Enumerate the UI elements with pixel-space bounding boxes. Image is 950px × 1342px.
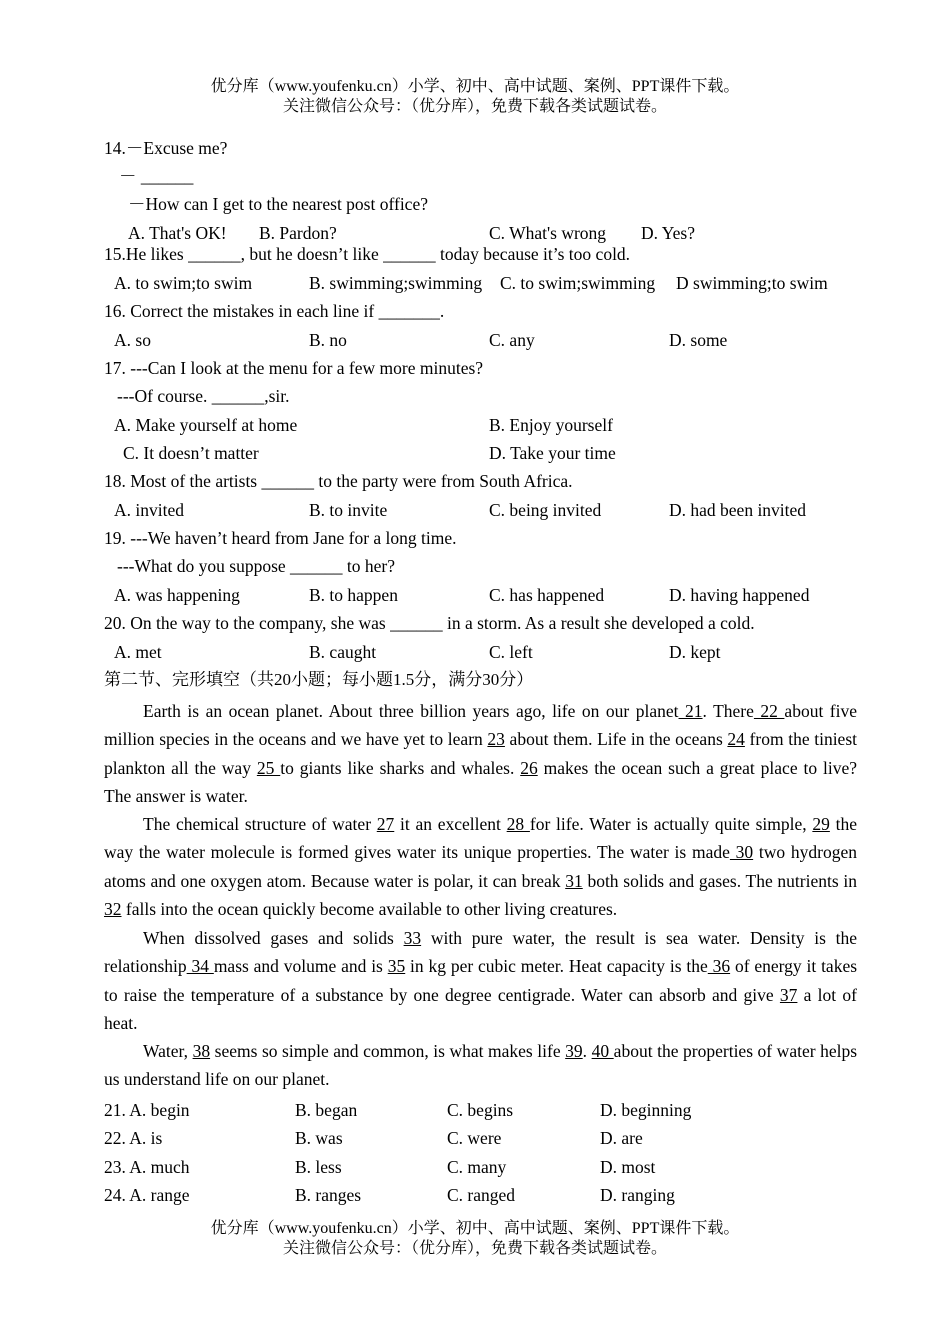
question-16-stem: 16. Correct the mistakes in each line if _______. [104, 301, 445, 321]
question-20-option-b: B. caught [309, 642, 377, 662]
question-14-option-a: A. That's OK! [128, 223, 227, 243]
question-17-option-b: B. Enjoy yourself [489, 415, 613, 435]
question-14-option-c: C. What's wrong [489, 223, 607, 243]
question-14-option-b: B. Pardon? [259, 223, 337, 243]
question-17-option-d: D. Take your time [489, 443, 616, 463]
page-header-line1: 优分库（www.youfenku.cn）小学、初中、高中试题、案例、PPT课件下载。 [210, 78, 740, 95]
cloze-option-d: D. beginning [600, 1100, 692, 1120]
cloze-option-d: D. are [600, 1128, 643, 1148]
question-18-stem: 18. Most of the artists ______ to the party were from South Africa. [104, 471, 573, 491]
question-15-option-d: D swimming;to swim [676, 273, 828, 293]
cloze-option-c: C. were [447, 1128, 502, 1148]
passage-paragraph: The chemical structure of water 27 it an excellent 28 for life. Water is actually quite simple, 29 the way the water molecule is formed gives water its unique properties. The water is made 30 two hydrogen atoms and one oxygen atom. Because water is polar, it can break 31 both solids and gases. The nutrients in 32 falls into the ocean quickly become available to other living creatures. [104, 814, 858, 920]
cloze-option-a: 22. A. is [104, 1128, 163, 1148]
question-20-option-d: D. kept [669, 642, 721, 662]
page-header-line2: 关注微信公众号：（优分库），免费下载各类试题试卷。 [282, 98, 667, 115]
question-15-option-c: C. to swim;swimming [500, 273, 656, 293]
cloze-option-a: 21. A. begin [104, 1100, 190, 1120]
cloze-option-b: B. less [295, 1157, 342, 1177]
cloze-option-a: 23. A. much [104, 1157, 190, 1177]
question-17-dialog-line: ---Of course. ______,sir. [117, 386, 290, 406]
question-18-option-b: B. to invite [309, 500, 388, 520]
passage-paragraph: Water, 38 seems so simple and common, is what makes life 39. 40 about the properties of water helps us understand life on our planet. [104, 1041, 858, 1090]
question-14-dialog-line: －How can I get to the nearest post office? [128, 194, 428, 214]
question-16-option-c: C. any [489, 330, 535, 350]
passage-paragraph: Earth is an ocean planet. About three billion years ago, life on our planet 21. There 22 about five million species in the oceans and we have yet to learn 23 about them. Life in the oceans 24 from the tiniest plankton all the way 25 to giants like sharks and whales. 26 makes the ocean such a great place to live? The answer is water. [104, 701, 858, 807]
question-20-stem: 20. On the way to the company, she was ______ in a storm. As a result she developed a cold. [104, 613, 755, 633]
question-18-option-a: A. invited [114, 500, 184, 520]
question-20-option-a: A. met [114, 642, 162, 662]
question-19-option-a: A. was happening [114, 585, 240, 605]
question-16-option-a: A. so [114, 330, 151, 350]
section-title: 第二节、完形填空（共20小题；每小题1.5分，满分30分） [104, 670, 534, 689]
question-18-option-d: D. had been invited [669, 500, 807, 520]
cloze-option-c: C. begins [447, 1100, 514, 1120]
question-14-dialog-line: － ______ [119, 166, 194, 186]
cloze-option-d: D. most [600, 1157, 656, 1177]
question-14-stem: 14.－Excuse me? [104, 138, 228, 158]
cloze-option-d: D. ranging [600, 1185, 675, 1205]
cloze-option-a: 24. A. range [104, 1185, 190, 1205]
question-16-option-d: D. some [669, 330, 728, 350]
question-18-option-c: C. being invited [489, 500, 602, 520]
question-14-option-d: D. Yes? [641, 223, 695, 243]
cloze-option-b: B. ranges [295, 1185, 362, 1205]
question-19-option-b: B. to happen [309, 585, 398, 605]
passage-paragraph: When dissolved gases and solids 33 with pure water, the result is sea water. Density is the relationship 34 mass and volume and is 35 in kg per cubic meter. Heat capacity is the 36 of energy it takes to raise the temperature of a substance by one degree centigrade. Water can absorb and give 37 a lot of heat. [104, 928, 858, 1034]
cloze-option-b: B. began [295, 1100, 358, 1120]
cloze-option-b: B. was [295, 1128, 343, 1148]
question-19-dialog-line: ---What do you suppose ______ to her? [117, 556, 395, 576]
question-20-option-c: C. left [489, 642, 533, 662]
question-15-option-a: A. to swim;to swim [114, 273, 253, 293]
question-15-option-b: B. swimming;swimming [309, 273, 483, 293]
question-16-option-b: B. no [309, 330, 347, 350]
question-17-option-a: A. Make yourself at home [114, 415, 298, 435]
page-footer-line1: 优分库（www.youfenku.cn）小学、初中、高中试题、案例、PPT课件下载。 [210, 1220, 740, 1237]
page-footer-line2: 关注微信公众号：（优分库），免费下载各类试题试卷。 [282, 1240, 667, 1257]
cloze-option-c: C. ranged [447, 1185, 516, 1205]
question-19-stem: 19. ---We haven’t heard from Jane for a long time. [104, 528, 457, 548]
question-19-option-c: C. has happened [489, 585, 605, 605]
cloze-option-c: C. many [447, 1157, 507, 1177]
question-17-stem: 17. ---Can I look at the menu for a few more minutes? [104, 358, 484, 378]
question-17-option-c: C. It doesn’t matter [123, 443, 259, 463]
question-19-option-d: D. having happened [669, 585, 810, 605]
question-15-stem: 15.He likes ______, but he doesn’t like ______ today because it’s too cold. [104, 244, 631, 264]
